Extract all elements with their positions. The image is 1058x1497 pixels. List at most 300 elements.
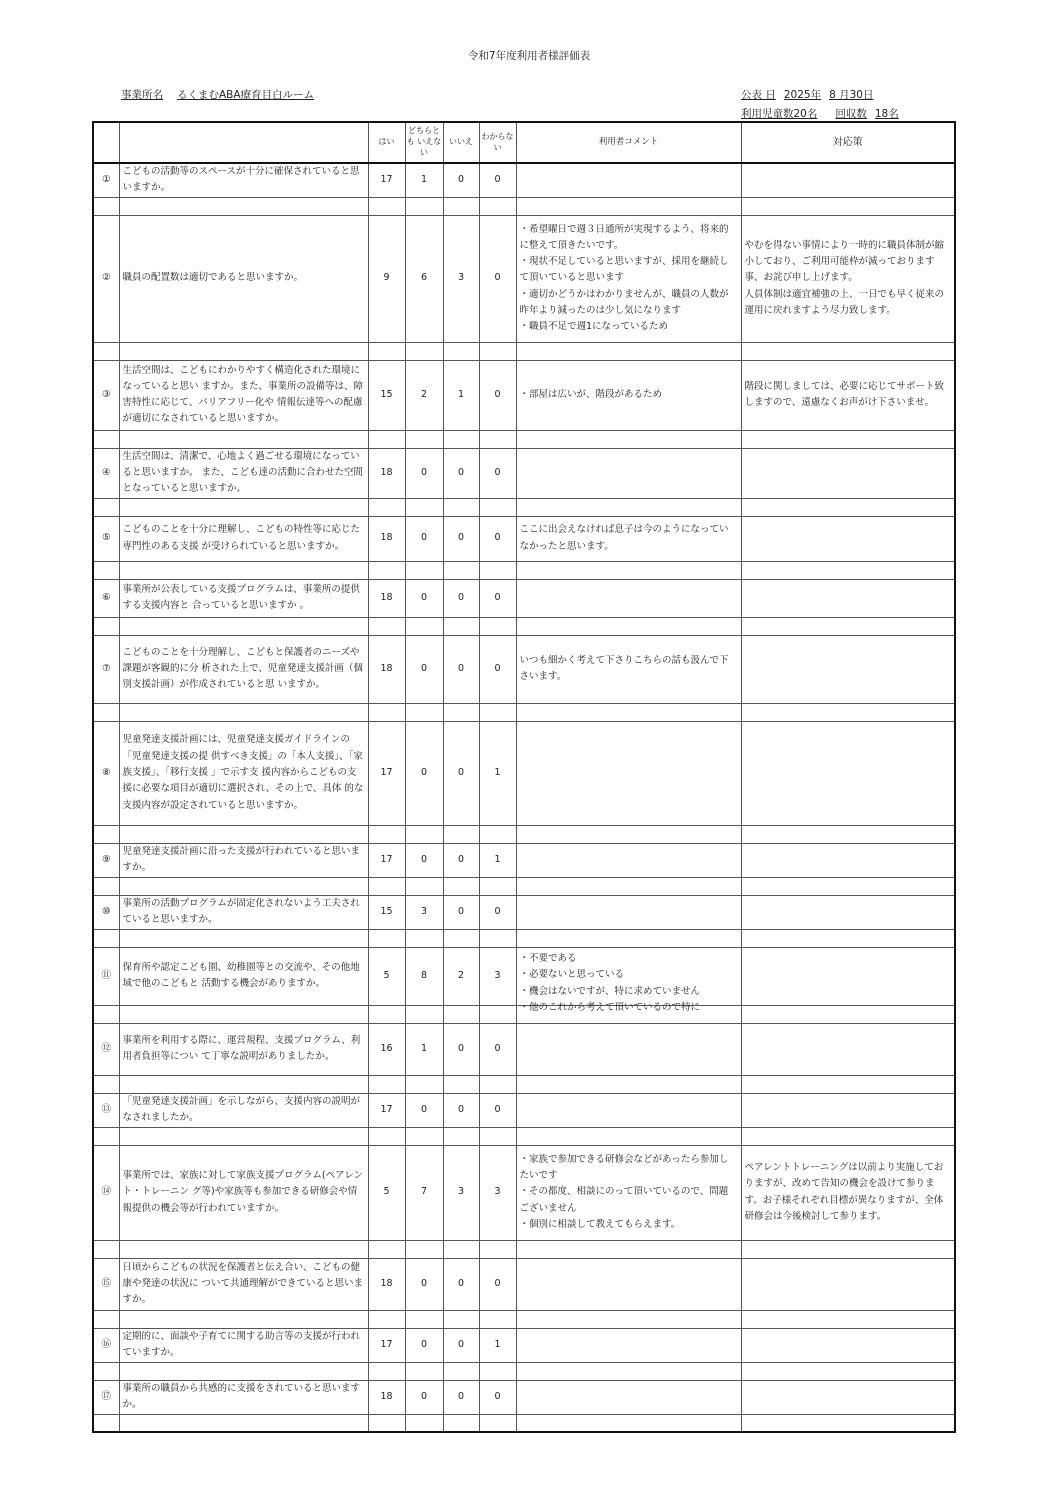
count-no: 0	[443, 1258, 479, 1310]
question-number: ⑥	[93, 579, 119, 617]
spacer-cell	[479, 1362, 516, 1380]
count-neither: 7	[405, 1145, 443, 1240]
count-no: 0	[443, 579, 479, 617]
spacer-cell	[93, 1005, 119, 1023]
response-measure	[741, 516, 955, 561]
user-comment	[516, 360, 741, 430]
evaluation-table	[92, 121, 956, 1433]
response-measure	[741, 448, 955, 498]
spacer-cell	[479, 197, 516, 215]
table-row	[93, 360, 955, 430]
count-unknown: 0	[479, 1258, 516, 1310]
spacer-cell	[479, 929, 516, 947]
count-yes: 5	[368, 947, 405, 1005]
spacer-cell	[443, 197, 479, 215]
count-neither: 3	[405, 895, 443, 929]
count-unknown: 0	[479, 448, 516, 498]
user-comment	[516, 448, 741, 498]
table-row	[93, 1380, 955, 1414]
count-no: 0	[443, 895, 479, 929]
spacer-cell	[368, 929, 405, 947]
count-unknown: 0	[479, 516, 516, 561]
table-row	[93, 895, 955, 929]
spacer-cell	[443, 430, 479, 448]
spacer-cell	[119, 1362, 368, 1380]
count-yes: 17	[368, 1093, 405, 1127]
user-comment	[516, 1145, 741, 1240]
question-number: ①	[93, 163, 119, 197]
user-comment	[516, 163, 741, 197]
spacer-cell	[405, 703, 443, 721]
table-row	[93, 579, 955, 617]
spacer-cell	[119, 703, 368, 721]
response-measure	[741, 1380, 955, 1414]
question-text: 生活空間は、こどもにわかりやすく構造化された環境になっていると思い ますか。また、事業所の設備等は、障害特性に応じて、バリアフリー化や 情報伝達等への配慮が適切になされていると思いますか。	[119, 360, 368, 430]
spacer-row	[93, 430, 955, 448]
count-no: 0	[443, 1093, 479, 1127]
spacer-cell	[119, 825, 368, 843]
spacer-cell	[119, 877, 368, 895]
spacer-cell	[479, 825, 516, 843]
question-text: こどものことを十分に理解し、こどもの特性等に応じた専門性のある支援 が受けられていると思いますか。	[119, 516, 368, 561]
spacer-cell	[405, 498, 443, 516]
table-row	[93, 1258, 955, 1310]
header-yes: はい	[368, 122, 405, 163]
count-neither: 0	[405, 579, 443, 617]
spacer-cell	[93, 877, 119, 895]
question-number: ⑤	[93, 516, 119, 561]
count-unknown: 0	[479, 635, 516, 703]
publication-year: 2025年	[783, 89, 822, 101]
count-no: 3	[443, 1145, 479, 1240]
spacer-cell	[741, 929, 955, 947]
spacer-cell	[368, 430, 405, 448]
spacer-cell	[119, 1075, 368, 1093]
spacer-cell	[443, 498, 479, 516]
table-row	[93, 843, 955, 877]
comment-line: ・機会はないですが、特に求めていません	[519, 985, 701, 997]
spacer-cell	[93, 825, 119, 843]
count-unknown: 0	[479, 215, 516, 342]
user-comment	[516, 215, 741, 342]
question-number: ③	[93, 360, 119, 430]
publication-date	[741, 87, 873, 102]
comment-line: いつも細かく考えて下さりこちらの話も汲んで下さいます。	[519, 654, 729, 683]
question-number: ⑧	[93, 721, 119, 825]
count-neither: 1	[405, 1023, 443, 1075]
spacer-cell	[443, 561, 479, 579]
spacer-cell	[741, 1005, 955, 1023]
response-measure	[741, 163, 955, 197]
spacer-cell	[741, 1240, 955, 1258]
header-response: 対応策	[741, 122, 955, 163]
spacer-cell	[443, 1310, 479, 1328]
spacer-cell	[93, 1414, 119, 1432]
office-value: るくまむABA療育目白ルーム	[177, 89, 315, 101]
spacer-cell	[741, 197, 955, 215]
spacer-cell	[368, 1075, 405, 1093]
response-measure	[741, 579, 955, 617]
response-line: ペアレントトレーニングは以前より実施しておりますが、改めて告知の機会を設けて参ります。お子様それぞれ目標が異なりますが、全体研修会は今後検討して参ります。	[744, 1161, 944, 1222]
question-text: 事業所の活動プログラムが固定化されないよう工夫されていると思いますか。	[119, 895, 368, 929]
count-unknown: 1	[479, 721, 516, 825]
count-neither: 0	[405, 843, 443, 877]
spacer-cell	[405, 1240, 443, 1258]
spacer-cell	[368, 342, 405, 360]
response-counts	[741, 106, 899, 121]
count-unknown: 0	[479, 360, 516, 430]
spacer-cell	[516, 929, 741, 947]
question-number: ④	[93, 448, 119, 498]
comment-line: ・現状不足していると思いますが、採用を継続して頂いていると思います	[519, 256, 729, 284]
table-row	[93, 448, 955, 498]
users-count: 利用児童数20名	[741, 108, 818, 120]
count-unknown: 0	[479, 1023, 516, 1075]
spacer-cell	[368, 197, 405, 215]
question-text: 事業所を利用する際に、運営規程、支援プログラム、利用者負担等につい て丁寧な説明がありましたか。	[119, 1023, 368, 1075]
count-no: 0	[443, 1380, 479, 1414]
spacer-cell	[368, 703, 405, 721]
spacer-cell	[93, 1240, 119, 1258]
question-number: ⑰	[93, 1380, 119, 1414]
spacer-cell	[479, 617, 516, 635]
spacer-cell	[479, 1414, 516, 1432]
spacer-cell	[479, 1127, 516, 1145]
spacer-cell	[516, 1240, 741, 1258]
spacer-cell	[516, 877, 741, 895]
header-no: いいえ	[443, 122, 479, 163]
spacer-cell	[479, 498, 516, 516]
count-unknown: 1	[479, 843, 516, 877]
comment-line: ・不要である	[519, 953, 577, 965]
count-unknown: 0	[479, 163, 516, 197]
count-yes: 15	[368, 895, 405, 929]
spacer-row	[93, 825, 955, 843]
spacer-cell	[93, 430, 119, 448]
question-number: ⑭	[93, 1145, 119, 1240]
count-yes: 5	[368, 1145, 405, 1240]
count-yes: 17	[368, 163, 405, 197]
count-yes: 15	[368, 360, 405, 430]
spacer-cell	[516, 342, 741, 360]
spacer-cell	[119, 1127, 368, 1145]
comment-line: ・個別に相談して教えてもらえます。	[519, 1219, 681, 1231]
spacer-cell	[93, 1362, 119, 1380]
count-yes: 16	[368, 1023, 405, 1075]
spacer-cell	[443, 1362, 479, 1380]
spacer-cell	[119, 1414, 368, 1432]
spacer-cell	[405, 561, 443, 579]
spacer-row	[93, 197, 955, 215]
spacer-row	[93, 1414, 955, 1432]
spacer-row	[93, 617, 955, 635]
user-comment	[516, 1023, 741, 1075]
comment-line: ・適切かどうかはわかりませんが、職員の人数が昨年より減ったのは少し気になります	[519, 288, 729, 317]
spacer-cell	[516, 617, 741, 635]
user-comment	[516, 1093, 741, 1127]
spacer-row	[93, 703, 955, 721]
header-question-cell	[119, 122, 368, 163]
spacer-cell	[741, 342, 955, 360]
spacer-cell	[516, 430, 741, 448]
spacer-cell	[93, 342, 119, 360]
spacer-cell	[368, 617, 405, 635]
question-number: ②	[93, 215, 119, 342]
spacer-cell	[516, 1362, 741, 1380]
spacer-cell	[405, 1005, 443, 1023]
count-neither: 0	[405, 1258, 443, 1310]
count-no: 2	[443, 947, 479, 1005]
spacer-cell	[368, 1005, 405, 1023]
count-yes: 18	[368, 1380, 405, 1414]
responses-count: 18名	[874, 108, 899, 120]
spacer-cell	[119, 430, 368, 448]
user-comment	[516, 516, 741, 561]
spacer-cell	[405, 825, 443, 843]
spacer-cell	[93, 703, 119, 721]
spacer-row	[93, 1362, 955, 1380]
question-text: 児童発達支援計画に沿った支援が行われていると思いますか。	[119, 843, 368, 877]
spacer-cell	[516, 703, 741, 721]
responses-label: 回収数	[835, 108, 867, 120]
user-comment	[516, 843, 741, 877]
count-neither: 2	[405, 360, 443, 430]
spacer-cell	[119, 617, 368, 635]
header-neither: どちらとも いえない	[405, 122, 443, 163]
spacer-cell	[405, 197, 443, 215]
spacer-cell	[516, 561, 741, 579]
user-comment	[516, 721, 741, 825]
count-neither: 0	[405, 635, 443, 703]
question-number: ⑪	[93, 947, 119, 1005]
spacer-cell	[368, 1414, 405, 1432]
comment-line: ・希望曜日で週３日通所が実現するよう、将来的に整えて頂きたいです。	[519, 223, 729, 251]
spacer-cell	[93, 1127, 119, 1145]
spacer-cell	[516, 1075, 741, 1093]
count-no: 0	[443, 721, 479, 825]
spacer-cell	[119, 929, 368, 947]
count-unknown: 1	[479, 1328, 516, 1362]
spacer-cell	[443, 825, 479, 843]
count-unknown: 3	[479, 947, 516, 1005]
publication-day: 8 月30日	[829, 89, 874, 101]
spacer-row	[93, 1310, 955, 1328]
spacer-cell	[479, 430, 516, 448]
spacer-cell	[516, 498, 741, 516]
publication-label: 公表 日	[741, 89, 776, 101]
question-text: こどもの活動等のスペースが十分に確保されていると思いますか。	[119, 163, 368, 197]
spacer-cell	[119, 561, 368, 579]
page-title: 令和7年度利用者様評価表	[467, 50, 591, 62]
spacer-cell	[443, 342, 479, 360]
question-text: こどものことを十分理解し、こどもと保護者のニーズや課題が客観的に分 析された上で、児童発達支援計画（個別支援計画）が作成されていると思 いますか。	[119, 635, 368, 703]
count-neither: 0	[405, 1328, 443, 1362]
spacer-cell	[443, 1075, 479, 1093]
spacer-cell	[443, 617, 479, 635]
response-measure	[741, 1093, 955, 1127]
user-comment	[516, 1258, 741, 1310]
count-unknown: 0	[479, 579, 516, 617]
count-neither: 0	[405, 1380, 443, 1414]
comment-line: ここに出会えなければ息子は今のようになっていなかったと思います。	[519, 524, 729, 552]
spacer-cell	[516, 197, 741, 215]
spacer-cell	[741, 703, 955, 721]
spacer-cell	[479, 561, 516, 579]
spacer-cell	[93, 1310, 119, 1328]
spacer-cell	[516, 825, 741, 843]
spacer-row	[93, 342, 955, 360]
question-number: ⑦	[93, 635, 119, 703]
question-text: 「児童発達支援計画」を示しながら、支援内容の説明がなされましたか。	[119, 1093, 368, 1127]
spacer-cell	[443, 1005, 479, 1023]
spacer-cell	[405, 430, 443, 448]
question-number: ⑫	[93, 1023, 119, 1075]
response-line: 人員体制は適宜補強の上、一日でも早く従来の運用に戻れますよう尽力致します。	[744, 288, 945, 317]
count-no: 0	[443, 843, 479, 877]
spacer-row	[93, 929, 955, 947]
response-measure	[741, 721, 955, 825]
table-row	[93, 516, 955, 561]
question-text: 職員の配置数は適切であると思いますか。	[119, 215, 368, 342]
spacer-cell	[119, 197, 368, 215]
count-no: 0	[443, 163, 479, 197]
spacer-cell	[405, 1127, 443, 1145]
question-number: ⑮	[93, 1258, 119, 1310]
question-text: 事業所の職員から共感的に支援をされていると思いますか。	[119, 1380, 368, 1414]
spacer-cell	[479, 1075, 516, 1093]
response-measure	[741, 1328, 955, 1362]
spacer-cell	[368, 825, 405, 843]
comment-line: ・部屋は広いが、階段があるため	[519, 388, 663, 400]
spacer-cell	[479, 703, 516, 721]
spacer-cell	[443, 1414, 479, 1432]
count-neither: 0	[405, 516, 443, 561]
count-yes: 18	[368, 579, 405, 617]
question-text: 事業所では、家族に対して家族支援プログラム(ペアレント・トレーニン グ等)や家族等も参加できる研修会や情報提供の機会等が行われていますか。	[119, 1145, 368, 1240]
count-unknown: 0	[479, 1380, 516, 1414]
spacer-cell	[479, 342, 516, 360]
user-comment	[516, 1328, 741, 1362]
count-neither: 6	[405, 215, 443, 342]
count-no: 0	[443, 635, 479, 703]
response-line: やむを得ない事情により一時的に職員体制が縮小しており、ご利用可能枠が減っております事、お詫び申し上げます。	[744, 239, 945, 284]
spacer-cell	[741, 617, 955, 635]
count-unknown: 0	[479, 895, 516, 929]
comment-clip	[519, 951, 738, 1014]
count-no: 3	[443, 215, 479, 342]
spacer-cell	[741, 1310, 955, 1328]
spacer-cell	[93, 1075, 119, 1093]
spacer-cell	[368, 1362, 405, 1380]
question-text: 生活空間は、清潔で、心地よく過ごせる環境になっていると思いますか。 また、こども達の活動に合わせた空間となっていると思いますか。	[119, 448, 368, 498]
spacer-cell	[119, 1310, 368, 1328]
spacer-cell	[405, 1075, 443, 1093]
count-yes: 9	[368, 215, 405, 342]
count-yes: 17	[368, 843, 405, 877]
spacer-cell	[443, 703, 479, 721]
response-line: 階段に関しましては、必要に応じてサポート致しますので、遠慮なくお声がけ下さいませ。	[744, 380, 945, 409]
spacer-cell	[741, 498, 955, 516]
spacer-cell	[479, 1240, 516, 1258]
response-measure	[741, 947, 955, 1005]
response-measure	[741, 215, 955, 342]
spacer-cell	[443, 1127, 479, 1145]
header-unknown: わからない	[479, 122, 516, 163]
user-comment	[516, 895, 741, 929]
comment-line: ・職員不足で週1になっているため	[519, 321, 669, 333]
spacer-row	[93, 561, 955, 579]
user-comment	[516, 579, 741, 617]
count-yes: 17	[368, 1328, 405, 1362]
response-measure	[741, 843, 955, 877]
count-yes: 18	[368, 635, 405, 703]
table-row	[93, 1093, 955, 1127]
response-measure	[741, 635, 955, 703]
count-no: 1	[443, 360, 479, 430]
table-header	[93, 122, 955, 163]
count-neither: 0	[405, 721, 443, 825]
spacer-cell	[119, 498, 368, 516]
count-yes: 17	[368, 721, 405, 825]
spacer-cell	[479, 877, 516, 895]
spacer-cell	[479, 1310, 516, 1328]
spacer-cell	[516, 1127, 741, 1145]
spacer-cell	[741, 825, 955, 843]
question-number: ⑨	[93, 843, 119, 877]
spacer-cell	[119, 1005, 368, 1023]
spacer-row	[93, 1240, 955, 1258]
office-label: 事業所名	[121, 89, 163, 101]
spacer-cell	[741, 1075, 955, 1093]
question-text: 保育所や認定こども園、幼稚園等との交流や、その他地域で他のこどもと 活動する機会がありますか。	[119, 947, 368, 1005]
spacer-cell	[741, 561, 955, 579]
spacer-row	[93, 877, 955, 895]
user-comment	[516, 635, 741, 703]
question-text: 定期的に、面談や子育てに関する助言等の支援が行われていますか。	[119, 1328, 368, 1362]
table-row	[93, 1328, 955, 1362]
count-yes: 18	[368, 1258, 405, 1310]
count-neither: 1	[405, 163, 443, 197]
comment-line: ・必要ないと思っている	[519, 969, 625, 981]
table-row	[93, 1145, 955, 1240]
question-number: ⑯	[93, 1328, 119, 1362]
comment-line: ・家族で参加できる研修会などがあったら参加したいです	[519, 1153, 729, 1182]
spacer-cell	[368, 877, 405, 895]
spacer-cell	[516, 1414, 741, 1432]
count-yes: 18	[368, 448, 405, 498]
spacer-row	[93, 498, 955, 516]
spacer-cell	[119, 342, 368, 360]
table-row	[93, 215, 955, 342]
header-number-cell	[93, 122, 119, 163]
question-text: 児童発達支援計画には、児童発達支援ガイドラインの「児童発達支援の提 供すべき支援」の「本人支援」、「家族支援」、「移行支援 」で示す支 援内容からこどもの支援に必要な項目が適切に選択され、その上で、具体 的な支援内容が設定されていると思いますか。	[119, 721, 368, 825]
table-row	[93, 635, 955, 703]
count-unknown: 3	[479, 1145, 516, 1240]
response-measure	[741, 360, 955, 430]
count-yes: 18	[368, 516, 405, 561]
spacer-cell	[405, 1362, 443, 1380]
question-text: 事業所が公表している支援プログラムは、事業所の提供する支援内容と 合っていると思いますか 。	[119, 579, 368, 617]
spacer-cell	[741, 1414, 955, 1432]
spacer-cell	[405, 1310, 443, 1328]
spacer-cell	[405, 1414, 443, 1432]
comment-line: ・他のこれから考えて頂いているので特に	[519, 1002, 701, 1014]
spacer-cell	[741, 430, 955, 448]
spacer-row	[93, 1075, 955, 1093]
spacer-cell	[443, 1240, 479, 1258]
count-unknown: 0	[479, 1093, 516, 1127]
response-measure	[741, 1023, 955, 1075]
